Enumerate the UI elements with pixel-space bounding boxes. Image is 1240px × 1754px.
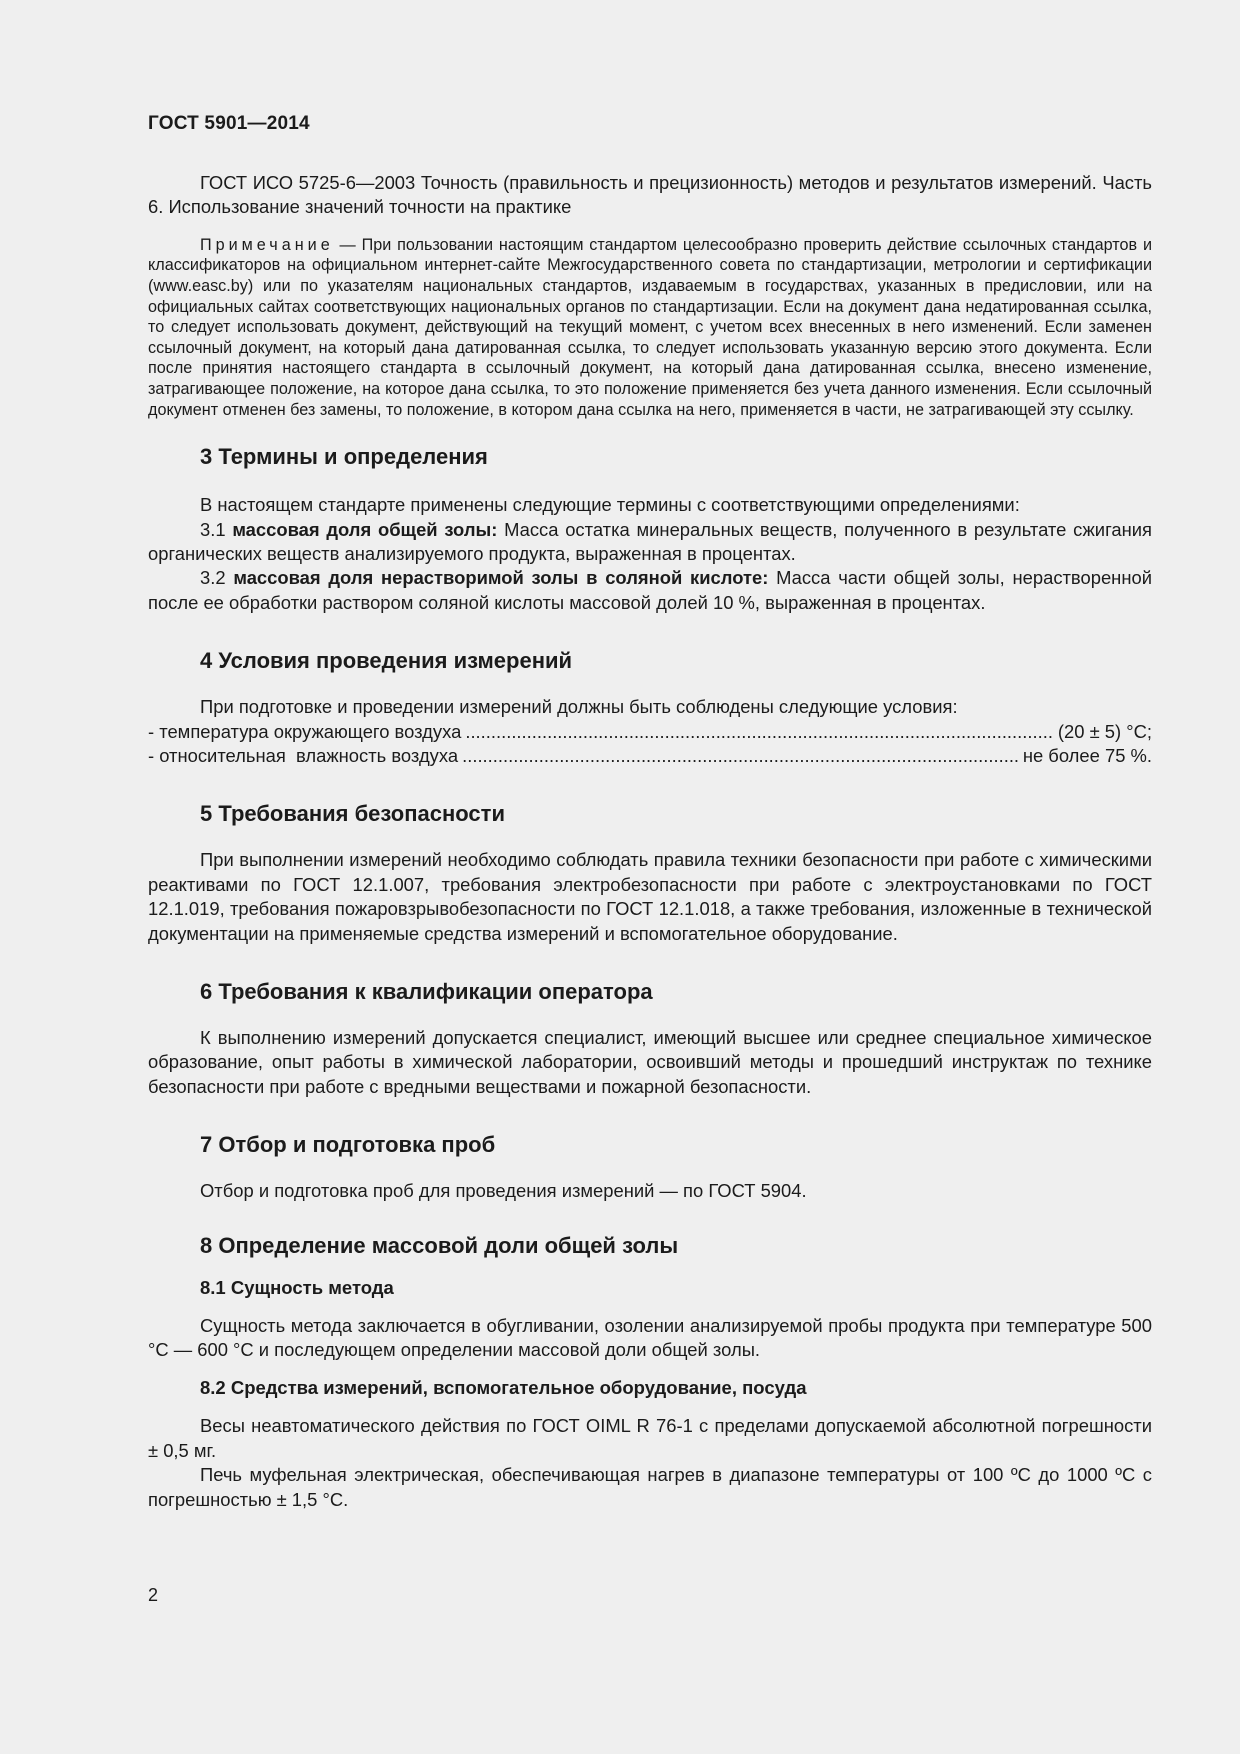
term-3-1-term: массовая доля общей золы: [232,518,498,540]
page-number: 2 [148,1585,159,1605]
reference-iso-5725-6: ГОСТ ИСО 5725-6—2003 Точность (правильность и прецизионность) методов и результатов измерений. Часть 6. Использование значений точности на практике [148,172,1152,218]
dot-leader [465,720,1054,744]
condition-humidity-value: не более 75 %. [1022,745,1152,766]
section-8-heading: 8 Определение массовой доли общей золы [200,1232,679,1258]
condition-temperature-value: (20 ± 5) °C; [1057,720,1152,742]
subsection-8-1-heading: 8.1 Сущность метода [200,1276,394,1298]
term-3-1-definition: Масса остатка минеральных веществ, полученного в результате сжигания органических веществ анализируемого продукта, выраженная в процентах. [148,518,1152,564]
term-3-2-term: массовая доля нерастворимой золы в соляной кислоте: [233,567,769,589]
equipment-scales: Весы неавтоматического действия по ГОСТ OIML R 76-1 с пределами допускаемой абсолютной погрешности ± 0,5 мг. [148,1415,1152,1461]
term-3-1 [148,518,1152,567]
term-3-2-definition: Масса части общей золы, нерастворенной после ее обработки раствором соляной кислоты массовой долей 10 %, выраженная в процентах. [148,567,1152,613]
condition-humidity-label: - относительная влажность воздуха [148,745,459,766]
condition-temperature [148,720,1152,744]
term-3-2 [148,566,1152,615]
section-6-heading: 6 Требования к квалификации оператора [200,979,653,1005]
section-5-text: При выполнении измерений необходимо соблюдать правила техники безопасности при работе с химическими реактивами по ГОСТ 12.1.007, требования электробезопасности при работе с электроустановками по ГОСТ 12.1.019, требования пожаровзрывобезопасности по ГОСТ 12.1.018, а также требования, изложенные в технической документации на применяемые средства измерений и вспомогательное оборудование. [148,849,1152,944]
reference-note [148,235,1152,420]
subsection-8-2-heading: 8.2 Средства измерений, вспомогательное оборудование, посуда [200,1377,807,1399]
dot-leader [462,744,1019,768]
equipment-muffle-furnace: Печь муфельная электрическая, обеспечивающая нагрев в диапазоне температуры от 100 ºС до 1000 ºС с погрешностью ± 1,5 °С. [148,1464,1152,1510]
section-7-text: Отбор и подготовка проб для проведения измерений — по ГОСТ 5904. [200,1180,807,1202]
section-6-text: К выполнению измерений допускается специалист, имеющий высшее или среднее специальное химическое образование, опыт работы в химической лаборатории, освоивший методы и прошедший инструктаж по технике безопасности при работе с вредными веществами и пожарной безопасности. [148,1027,1152,1097]
section-5-heading: 5 Требования безопасности [200,801,505,827]
note-label: Примечание [200,235,334,254]
condition-temperature-label: - температура окружающего воздуха [148,720,462,742]
section-4-intro: При подготовке и проведении измерений должны быть соблюдены следующие условия: [200,696,958,718]
section-3-heading: 3 Термины и определения [200,444,488,470]
term-3-2-number: 3.2 [200,567,234,589]
document-header-code: ГОСТ 5901—2014 [148,113,310,134]
section-4-heading: 4 Условия проведения измерений [200,648,573,674]
section-7-heading: 7 Отбор и подготовка проб [200,1132,496,1158]
section-3-intro: В настоящем стандарте применены следующие термины с соответствующими определениями: [200,494,1020,516]
term-3-1-number: 3.1 [200,518,233,540]
note-text: — При пользовании настоящим стандартом целесообразно проверить действие ссылочных стандартов и классификаторов на официальном интернет-сайте Межгосударственного совета по стандартизации, метрологии и сертификации (www.easc.by) или по указателям национальных стандартов, издаваемым в государствах, указанных в предисловии, или на официальных сайтах соответствующих национальных органов по стандартизации. Если на документ дана недатированная ссылка, то следует использовать документ, действующий на текущий момент, с учетом всех внесенных в него изменений. Если заменен ссылочный документ, на который дана датированная ссылка, то следует использовать указанную версию этого документа. Если после принятия настоящего стандарта в ссылочный документ, на который дана датированная ссылка, внесено изменение, затрагивающее положение, на которое дана ссылка, то это положение применяется без учета данного изменения. Если ссылочный документ отменен без замены, то положение, в котором дана ссылка на него, применяется в части, не затрагивающей эту ссылку. [148,235,1152,419]
subsection-8-1-text: Сущность метода заключается в обугливании, озолении анализируемой пробы продукта при температуре 500 °С — 600 °С и последующем определении массовой доли общей золы. [148,1314,1152,1361]
condition-humidity [148,744,1152,768]
document-body [148,171,1152,1512]
